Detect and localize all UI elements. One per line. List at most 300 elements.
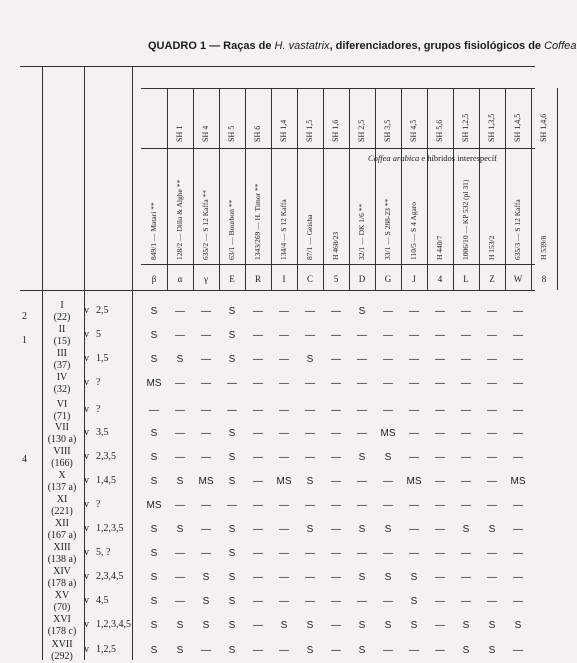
genotype [84, 377, 100, 388]
reaction-cell: MS [380, 428, 396, 439]
reaction-cell: S [202, 596, 210, 607]
factor-gene: SH 4 [201, 125, 210, 142]
reaction-cell: — [253, 354, 263, 365]
reaction-cell: — [149, 405, 159, 416]
group-symbol: Z [489, 274, 495, 284]
differential-label: H 539/8 [539, 235, 548, 260]
differential-label: 849/1 — Matari ** [149, 202, 158, 260]
differential-label: 134/4 — S 12 Kaffa [279, 199, 288, 260]
reaction-cell: — [253, 378, 263, 389]
race-numeral: VIII [53, 446, 71, 457]
reaction-cell: — [305, 306, 315, 317]
reaction-cell: — [201, 452, 211, 463]
reaction-cell: — [201, 378, 211, 389]
factor-gene: SH 1,4 [279, 119, 288, 142]
reaction-cell: — [253, 572, 263, 583]
race-culture-number: (22) [53, 312, 71, 323]
factor-gene: SH 1,2,5 [461, 113, 470, 142]
reaction-cell: — [305, 405, 315, 416]
race-numeral: XV [54, 590, 70, 601]
reaction-cell: — [461, 405, 471, 416]
reaction-cell: — [409, 500, 419, 511]
race-id [44, 494, 80, 518]
reaction-cell: S [150, 330, 158, 341]
differential-label: 635/2 — S 12 Kaffa ** [201, 189, 210, 260]
col-rule-12 [479, 88, 480, 290]
reaction-cell: S [150, 354, 158, 365]
reaction-cell: — [435, 452, 445, 463]
factor-gene: SH 4,5 [409, 119, 418, 142]
race-numeral: I [60, 300, 64, 311]
reaction-cell: S [384, 524, 392, 535]
reaction-cell: S [280, 620, 288, 631]
reaction-cell: — [383, 354, 393, 365]
reaction-cell: — [331, 596, 341, 607]
reaction-cell: — [331, 620, 341, 631]
differential-label: 1343/269 — H. Timor ** [253, 183, 262, 260]
reaction-cell: — [461, 572, 471, 583]
reaction-cell: — [487, 596, 497, 607]
reaction-cell: — [331, 354, 341, 365]
genotype-value: 1,2,3,5 [96, 523, 124, 534]
reaction-cell: — [279, 378, 289, 389]
race-culture-number: (71) [53, 411, 71, 422]
reaction-cell: S [202, 620, 210, 631]
race-culture-number: (70) [53, 602, 71, 613]
reaction-cell: — [461, 596, 471, 607]
reaction-cell: S [462, 645, 470, 656]
col-rule-7 [349, 88, 350, 290]
race-numeral: VI [56, 399, 68, 410]
reaction-cell: — [305, 548, 315, 559]
genotype-value: 2,3,5 [96, 451, 116, 462]
reaction-cell: — [409, 378, 419, 389]
group-symbol: R [254, 274, 261, 284]
reaction-cell: S [462, 524, 470, 535]
reaction-cell: S [150, 620, 158, 631]
group-symbol: α [177, 274, 183, 284]
reaction-cell: — [461, 378, 471, 389]
differential-label: 110/5 — S 4 Agaro [409, 201, 418, 260]
reaction-cell: — [461, 548, 471, 559]
reaction-cell: — [175, 306, 185, 317]
reaction-cell: — [513, 645, 523, 656]
title-genus: Coffea [544, 40, 577, 52]
reaction-cell: — [461, 500, 471, 511]
reaction-cell: S [176, 476, 184, 487]
race-numeral: XIII [53, 542, 71, 553]
reaction-cell: S [488, 620, 496, 631]
reaction-cell: — [383, 306, 393, 317]
reaction-cell: — [461, 428, 471, 439]
reaction-cell: — [435, 354, 445, 365]
reaction-cell: — [487, 330, 497, 341]
reaction-cell: — [513, 596, 523, 607]
reaction-cell: S [384, 572, 392, 583]
genotype [84, 305, 109, 316]
reaction-cell: S [488, 645, 496, 656]
race-id [44, 639, 80, 663]
genotype [84, 499, 100, 510]
title-suffix: , diferenciadores, grupos fisiológicos de [329, 40, 545, 52]
reaction-cell: S [358, 572, 366, 583]
group-symbol: C [306, 274, 313, 284]
reaction-cell: S [150, 476, 158, 487]
reaction-cell: — [227, 378, 237, 389]
reaction-cell: — [487, 306, 497, 317]
race-culture-number: (167 a) [47, 530, 77, 541]
factor-gene: SH 1,3,5 [487, 113, 496, 142]
race-culture-number: (32) [53, 384, 71, 395]
reaction-cell: — [409, 548, 419, 559]
reaction-cell: — [175, 405, 185, 416]
reaction-cell: — [331, 524, 341, 535]
genotype-value: 1,4,5 [96, 475, 116, 486]
group-symbol: 8 [541, 274, 547, 284]
reaction-cell: S [228, 596, 236, 607]
genotype [84, 451, 116, 462]
reaction-cell: — [435, 378, 445, 389]
reaction-cell: — [279, 452, 289, 463]
genotype-prefix: v [84, 571, 89, 582]
col-rule-6 [323, 88, 324, 290]
reaction-cell: MS [276, 476, 292, 487]
group-symbol: 4 [437, 274, 443, 284]
genotype [84, 329, 101, 340]
reaction-cell: — [409, 405, 419, 416]
differential-label: 87/1 — Geisha [305, 214, 314, 260]
title-species: H. vastatrix [274, 40, 330, 52]
col-rule-1 [193, 88, 194, 290]
reaction-cell: — [201, 428, 211, 439]
reaction-cell: S [228, 354, 236, 365]
reaction-cell: — [357, 354, 367, 365]
reaction-cell: — [331, 330, 341, 341]
reaction-cell: — [513, 428, 523, 439]
reaction-cell: — [435, 572, 445, 583]
race-culture-number: (166) [51, 458, 73, 469]
reaction-cell: — [175, 548, 185, 559]
reaction-cell: — [487, 548, 497, 559]
race-id [44, 399, 80, 423]
reaction-cell: — [383, 378, 393, 389]
genotype-value: 4,5 [96, 595, 109, 606]
reaction-cell: — [461, 476, 471, 487]
reaction-cell: S [358, 452, 366, 463]
differential-label: 1006/10 — KP 532 (pl 31) [461, 179, 470, 260]
genotype-prefix: v [84, 305, 89, 316]
reaction-cell: S [176, 645, 184, 656]
reaction-cell: — [331, 476, 341, 487]
reaction-cell: — [305, 428, 315, 439]
genotype-value: ? [96, 499, 101, 510]
reaction-cell: — [487, 354, 497, 365]
coffea-rule [141, 148, 535, 149]
race-id [44, 470, 80, 494]
reaction-cell: — [279, 354, 289, 365]
reaction-cell: S [228, 306, 236, 317]
race-culture-number: (221) [51, 506, 73, 517]
genotype-prefix: v [84, 427, 89, 438]
race-numeral: XVI [53, 614, 71, 625]
differential-label: 32/1 — DK 1/6 ** [357, 203, 366, 260]
reaction-cell: — [383, 330, 393, 341]
reaction-cell: — [513, 548, 523, 559]
race-id [44, 590, 80, 614]
reaction-cell: — [357, 405, 367, 416]
reaction-cell: — [331, 500, 341, 511]
top-rule [20, 66, 535, 67]
race-numeral: II [58, 324, 66, 335]
race-culture-number: (137 a) [47, 482, 77, 493]
race-numeral: X [58, 470, 66, 481]
reaction-cell: — [253, 500, 263, 511]
factor-gene: SH 1,6 [331, 119, 340, 142]
differential-label: H 440/7 [435, 235, 444, 260]
reaction-cell: — [487, 572, 497, 583]
reaction-cell: — [513, 524, 523, 535]
genotype-prefix: v [84, 329, 89, 340]
race-numeral: IV [56, 372, 68, 383]
group-symbol: β [151, 274, 157, 284]
reaction-cell: MS [510, 476, 526, 487]
reaction-cell: — [253, 596, 263, 607]
reaction-cell: — [279, 548, 289, 559]
reaction-cell: — [357, 476, 367, 487]
reaction-cell: — [331, 378, 341, 389]
reaction-cell: — [201, 306, 211, 317]
reaction-cell: — [409, 452, 419, 463]
reaction-cell: — [357, 500, 367, 511]
genotype-prefix: v [84, 451, 89, 462]
left-col-rule-2 [132, 66, 133, 660]
reaction-cell: — [461, 306, 471, 317]
reaction-cell: S [150, 452, 158, 463]
reaction-cell: — [513, 500, 523, 511]
genotype-value: 3,5 [96, 427, 109, 438]
reaction-cell: — [435, 596, 445, 607]
genotype-value: 5, ? [96, 547, 111, 558]
reaction-cell: — [409, 645, 419, 656]
race-numeral: III [57, 348, 67, 359]
genotype-prefix: v [84, 404, 89, 415]
reaction-cell: — [305, 452, 315, 463]
genotype [84, 571, 124, 582]
genotype-value: 2,5 [96, 305, 109, 316]
reaction-cell: — [409, 330, 419, 341]
reaction-cell: — [253, 452, 263, 463]
race-id [44, 542, 80, 566]
differential-label: 128/2 — Dilla & Alghe ** [175, 179, 184, 260]
reaction-cell: S [150, 572, 158, 583]
differential-label: 33/1 — S 288-23 ** [383, 198, 392, 260]
reaction-cell: — [409, 524, 419, 535]
reaction-cell: MS [146, 378, 162, 389]
reaction-cell: — [201, 354, 211, 365]
factor-gene: SH 1 [175, 125, 184, 142]
reaction-cell: S [306, 476, 314, 487]
reaction-cell: — [383, 476, 393, 487]
genotype-prefix: v [84, 475, 89, 486]
reaction-cell: — [487, 428, 497, 439]
race-numeral: XI [56, 494, 68, 505]
reaction-cell: — [305, 596, 315, 607]
reaction-cell: — [383, 645, 393, 656]
col-rule-3 [245, 88, 246, 290]
differential-label: 635/3 — S 12 Kaffa [513, 199, 522, 260]
reaction-cell: — [279, 330, 289, 341]
race-numeral: XII [55, 518, 69, 529]
reaction-cell: — [513, 306, 523, 317]
reaction-cell: — [435, 620, 445, 631]
reaction-cell: — [305, 572, 315, 583]
genotype [84, 353, 109, 364]
reaction-cell: — [175, 596, 185, 607]
group-symbol: D [358, 274, 366, 284]
reaction-cell: — [357, 330, 367, 341]
reaction-cell: S [410, 620, 418, 631]
genotype-prefix: v [84, 377, 89, 388]
reaction-cell: — [487, 405, 497, 416]
race-id [44, 518, 80, 542]
genotype-value: 1,2,3,4,5 [96, 619, 131, 630]
genotype-prefix: v [84, 595, 89, 606]
genotype-prefix: v [84, 619, 89, 630]
reaction-cell: S [228, 524, 236, 535]
reaction-cell: — [201, 524, 211, 535]
reaction-cell: S [150, 645, 158, 656]
reaction-cell: — [279, 500, 289, 511]
reaction-cell: — [331, 452, 341, 463]
reaction-cell: — [201, 405, 211, 416]
reaction-cell: S [150, 548, 158, 559]
reaction-cell: — [253, 548, 263, 559]
genotype [84, 523, 124, 534]
factor-gene: SH 3,5 [383, 119, 392, 142]
race-numeral: VII [55, 422, 69, 433]
reaction-cell: — [383, 548, 393, 559]
reaction-cell: — [435, 500, 445, 511]
reaction-cell: S [228, 452, 236, 463]
reaction-cell: — [253, 306, 263, 317]
factor-gene: SH 1,4,5 [513, 113, 522, 142]
race-culture-number: (178 a) [47, 578, 77, 589]
reaction-cell: S [306, 354, 314, 365]
reaction-cell: — [435, 330, 445, 341]
reaction-cell: — [383, 405, 393, 416]
reaction-cell: S [228, 428, 236, 439]
race-culture-number: (292) [51, 651, 73, 662]
reaction-cell: — [175, 500, 185, 511]
group-symbol: I [282, 274, 286, 284]
reaction-cell: S [150, 306, 158, 317]
col-rule-5 [297, 88, 298, 290]
col-rule-13 [505, 88, 506, 290]
col-rule-10 [427, 88, 428, 290]
reaction-cell: S [514, 620, 522, 631]
factor-gene: SH 2,5 [357, 119, 366, 142]
reaction-cell: S [176, 620, 184, 631]
reaction-cell: — [279, 405, 289, 416]
factor-gene: SH 6 [253, 125, 262, 142]
col-rule-0 [167, 88, 168, 290]
reaction-cell: MS [198, 476, 214, 487]
group-symbol: W [513, 274, 523, 284]
reaction-cell: S [228, 476, 236, 487]
col-rule-2 [219, 88, 220, 290]
reaction-cell: — [253, 524, 263, 535]
reaction-cell: — [253, 428, 263, 439]
coffea-label [368, 153, 497, 163]
reaction-cell: S [228, 548, 236, 559]
reaction-cell: — [435, 405, 445, 416]
reaction-cell: — [383, 596, 393, 607]
reaction-cell: — [513, 572, 523, 583]
col-rule-14 [531, 88, 532, 290]
reaction-cell: — [175, 330, 185, 341]
reaction-cell: S [228, 572, 236, 583]
mayne-race-number: 2 [22, 311, 27, 322]
reaction-cell: — [331, 645, 341, 656]
group-symbol: L [463, 274, 469, 284]
race-numeral: XVII [51, 639, 73, 650]
genotype [84, 475, 116, 486]
coffea-label-rest: e híbridos interespecíf [419, 153, 497, 163]
reaction-cell: S [384, 620, 392, 631]
genotype-prefix: v [84, 523, 89, 534]
reaction-cell: — [409, 306, 419, 317]
reaction-cell: — [409, 354, 419, 365]
reaction-cell: — [513, 452, 523, 463]
reaction-cell: — [305, 500, 315, 511]
reaction-cell: — [279, 524, 289, 535]
reaction-cell: — [435, 548, 445, 559]
reaction-cell: — [175, 572, 185, 583]
genotype-value: ? [96, 404, 101, 415]
race-id [44, 614, 80, 638]
reaction-cell: — [279, 306, 289, 317]
reaction-cell: S [228, 330, 236, 341]
reaction-cell: — [409, 428, 419, 439]
genotype-prefix: v [84, 353, 89, 364]
reaction-cell: — [513, 330, 523, 341]
header-bottom-rule [20, 290, 535, 291]
genotype [84, 404, 100, 415]
race-culture-number: (130 a) [47, 434, 77, 445]
reaction-cell: — [513, 378, 523, 389]
genotype-value: 5 [96, 329, 101, 340]
title-prefix: QUADRO 1 — Raças de [148, 40, 275, 52]
reaction-cell: — [487, 476, 497, 487]
race-id [44, 300, 80, 324]
reaction-cell: — [201, 645, 211, 656]
col-rule-9 [401, 88, 402, 290]
group-symbol: E [229, 274, 235, 284]
genotype [84, 427, 109, 438]
reaction-cell: — [253, 476, 263, 487]
genotype [84, 595, 109, 606]
genotype-value: 1,5 [96, 353, 109, 364]
reaction-cell: — [487, 378, 497, 389]
reaction-cell: — [461, 354, 471, 365]
reaction-cell: — [227, 405, 237, 416]
race-culture-number: (138 a) [47, 554, 77, 565]
race-id [44, 372, 80, 396]
reaction-cell: — [435, 524, 445, 535]
reaction-cell: — [253, 620, 263, 631]
reaction-cell: — [305, 378, 315, 389]
reaction-cell: — [383, 500, 393, 511]
